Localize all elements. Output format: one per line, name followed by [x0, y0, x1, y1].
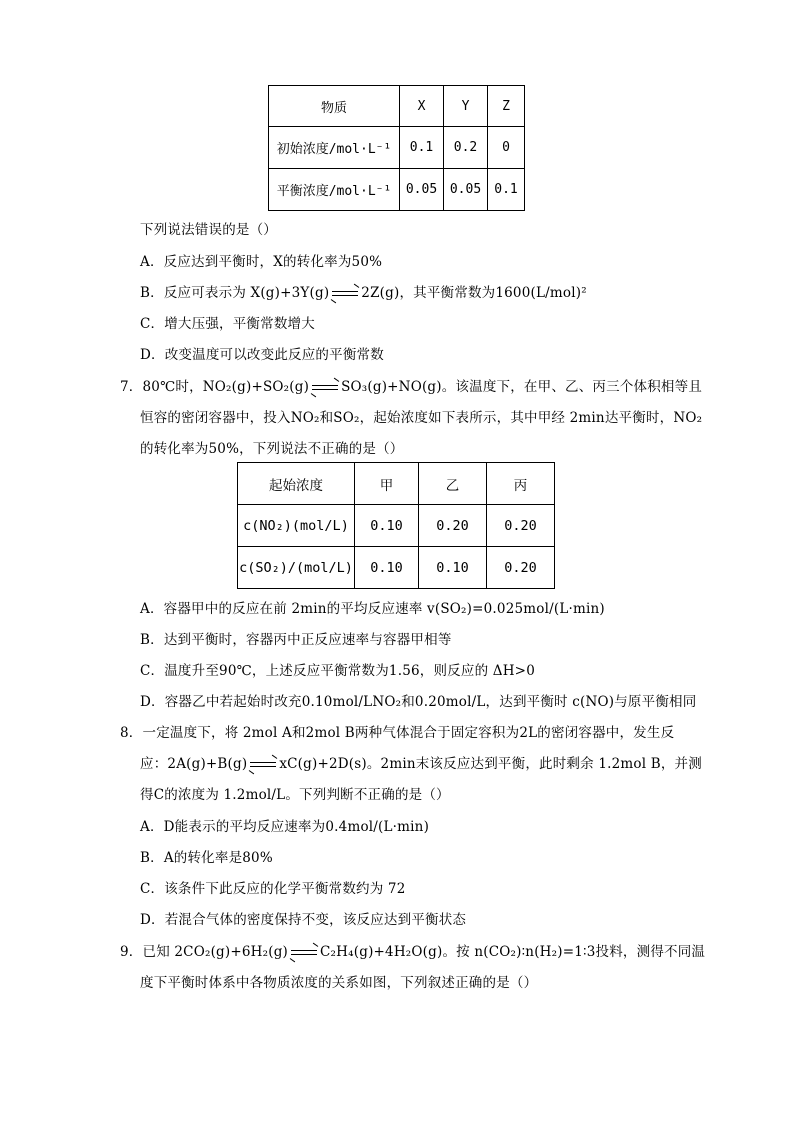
- table-cell: 0.2: [444, 127, 488, 169]
- q6-option-b: [140, 281, 587, 301]
- q8-line1-text: 一定温度下，将 2mol A和2mol B两种气体混合于固定容积为2L的密闭容器中，发生反: [142, 725, 675, 741]
- table-row: [269, 169, 525, 211]
- table-cell: 0.1: [488, 169, 525, 211]
- table-cell: 0.10: [355, 547, 419, 589]
- equilibrium-arrow-icon: [312, 384, 338, 392]
- table-header-cell: 丙: [487, 463, 555, 505]
- q7-option-b: B．达到平衡时，容器丙中正反应速率与容器甲相等: [140, 632, 452, 648]
- table-row: [238, 505, 555, 547]
- table-cell: 0.10: [419, 547, 487, 589]
- q6-option-c: C．增大压强，平衡常数增大: [140, 316, 315, 332]
- q8-option-b: B．A的转化率是80%: [140, 850, 273, 866]
- table-row-label: 平衡浓度/mol·L⁻¹: [269, 169, 400, 211]
- q7-line3: 的转化率为50%，下列说法不正确的是（）: [140, 441, 404, 457]
- table-cell: 0.20: [487, 505, 555, 547]
- table-header-cell: 起始浓度: [238, 463, 355, 505]
- q7-number: 7．: [120, 379, 143, 395]
- q6-option-d: D．改变温度可以改变此反应的平衡常数: [140, 347, 384, 363]
- q8-line2-b: xC(g)+2D(s)。2min末该反应达到平衡，此时剩余 1.2mol B，并测: [279, 756, 702, 772]
- q8-option-d: D．若混合气体的密度保持不变，该反应达到平衡状态: [140, 912, 467, 928]
- table-header-cell: X: [400, 86, 444, 127]
- q7-option-d: D．容器乙中若起始时改充0.10mol/LNO₂和0.20mol/L，达到平衡时 c(NO)与原平衡相同: [140, 694, 697, 710]
- table-equilibrium-xyz: [268, 85, 525, 211]
- q7-option-a: A．容器甲中的反应在前 2min的平均反应速率 v(SO₂)=0.025mol/(L·min): [140, 601, 605, 617]
- q8-line2-a: 应：2A(g)+B(g): [140, 756, 248, 772]
- table-cell: 0.05: [444, 169, 488, 211]
- q7-line1-b: SO₃(g)+NO(g)。该温度下，在甲、乙、丙三个体积相等且: [341, 379, 703, 395]
- equilibrium-arrow-icon: [291, 949, 317, 957]
- table-row-label: c(NO₂)(mol/L): [238, 505, 355, 547]
- q6-option-a: A．反应达到平衡时，X的转化率为50%: [140, 254, 383, 270]
- table-initial-concentration: [237, 462, 555, 589]
- equilibrium-arrow-icon: [250, 761, 276, 769]
- q7-line1-a: 80℃时，NO₂(g)+SO₂(g): [142, 379, 310, 395]
- q9-line2: 度下平衡时体系中各物质浓度的关系如图，下列叙述正确的是（）: [140, 975, 538, 991]
- q7-line2: 恒容的密闭容器中，投入NO₂和SO₂，起始浓度如下表所示，其中甲经 2min达平衡时，NO₂: [140, 410, 703, 426]
- table-cell: 0.20: [487, 547, 555, 589]
- table-header-cell: Z: [488, 86, 525, 127]
- q7-option-c: C．温度升至90℃，上述反应平衡常数为1.56，则反应的 ΔH>0: [140, 663, 535, 679]
- q8-option-c: C．该条件下此反应的化学平衡常数约为 72: [140, 881, 406, 897]
- table-header-cell: Y: [444, 86, 488, 127]
- table-cell: 0.20: [419, 505, 487, 547]
- q9-line1-a: 已知 2CO₂(g)+6H₂(g): [142, 944, 289, 960]
- table-cell: 0.1: [400, 127, 444, 169]
- q9-line1-b: C₂H₄(g)+4H₂O(g)。按 n(CO₂)∶n(H₂)=1∶3投料，测得不同温: [320, 944, 706, 960]
- q8-number: 8．: [120, 725, 143, 741]
- q8-line3: 得C的浓度为 1.2mol/L。下列判断不正确的是（）: [140, 787, 450, 803]
- q9-number: 9．: [120, 944, 143, 960]
- q9-line1: [120, 940, 705, 960]
- table-row: [269, 86, 525, 127]
- table-row: [238, 547, 555, 589]
- table-row: [269, 127, 525, 169]
- table-header-cell: 甲: [355, 463, 419, 505]
- table-row: [238, 463, 555, 505]
- q8-line2: [140, 752, 702, 772]
- q8-option-a: A．D能表示的平均反应速率为0.4mol/(L·min): [140, 819, 430, 835]
- q6-stem: 下列说法错误的是（）: [140, 222, 277, 238]
- table-cell: 0.10: [355, 505, 419, 547]
- table-row-label: 初始浓度/mol·L⁻¹: [269, 127, 400, 169]
- q6-option-b-post: 2Z(g)，其平衡常数为1600(L/mol)²: [361, 285, 587, 301]
- table-cell: 0: [488, 127, 525, 169]
- q6-option-b-pre: B．反应可表示为 X(g)+3Y(g): [140, 285, 330, 301]
- table-row-label: c(SO₂)/(mol/L): [238, 547, 355, 589]
- table-header-cell: 乙: [419, 463, 487, 505]
- table-cell: 0.05: [400, 169, 444, 211]
- q8-line1: [120, 721, 674, 741]
- q7-line1: [120, 375, 702, 395]
- table-header-cell: 物质: [269, 86, 400, 127]
- equilibrium-arrow-icon: [332, 290, 358, 298]
